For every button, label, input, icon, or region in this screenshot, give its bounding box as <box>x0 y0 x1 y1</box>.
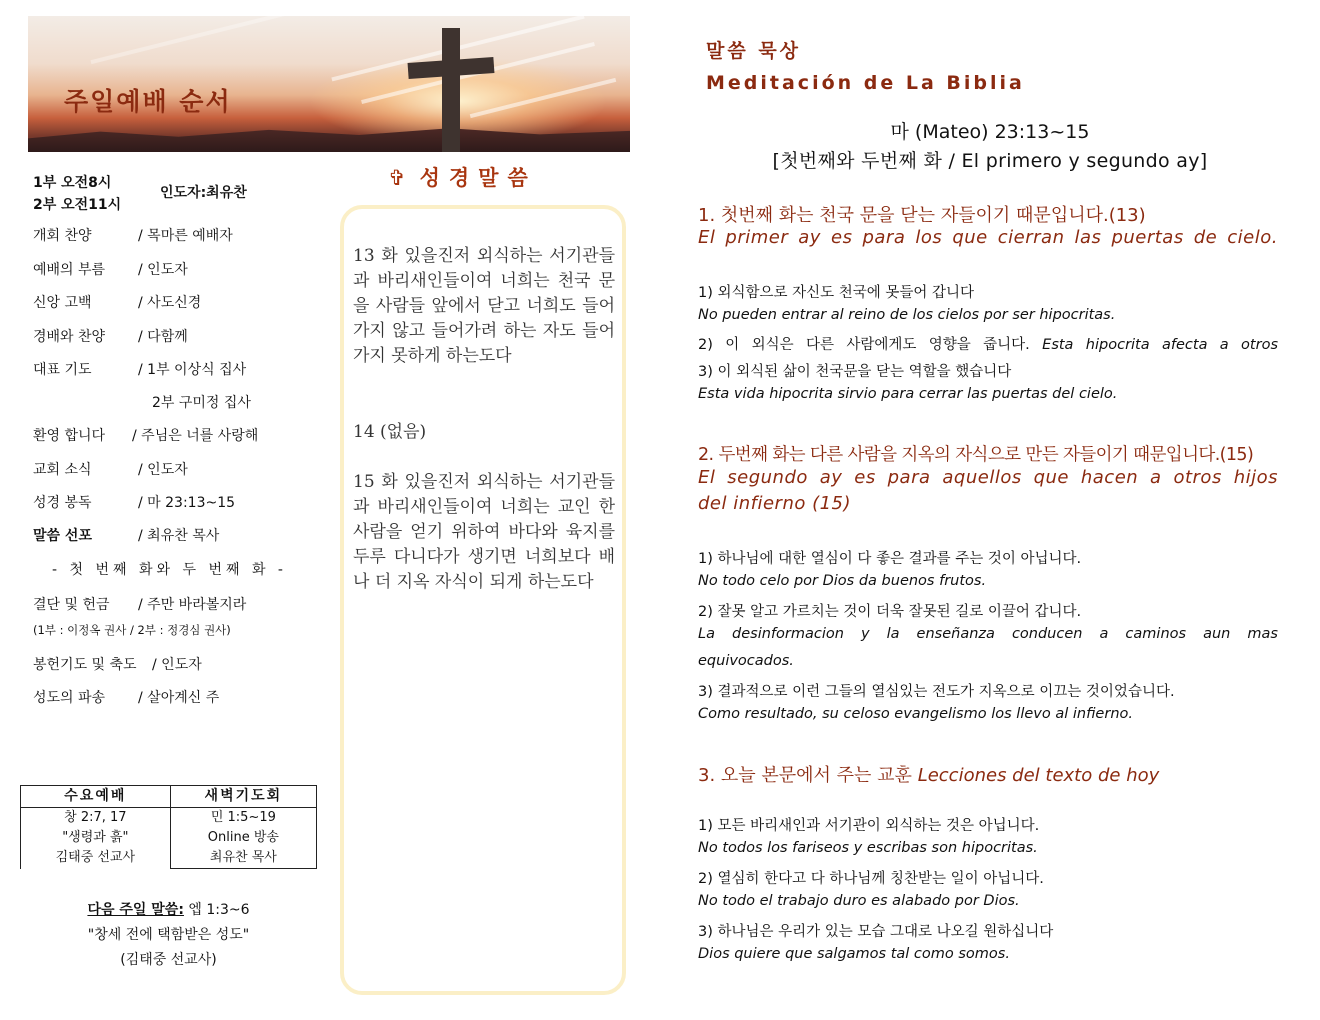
service-times <box>33 172 121 216</box>
service-time-1: 1부 오전8시 <box>33 175 112 191</box>
order-value: / 인도자 <box>138 462 188 478</box>
scripture-title: ✞ 성경말씀 <box>388 166 537 190</box>
order-label: 말씀 선포 <box>33 528 92 544</box>
meditation-title-ko: 말씀 묵상 <box>706 40 802 62</box>
order-label: 경배와 찬양 <box>33 329 106 345</box>
section-1-line: Esta vida hipocrita sirvio para cerrar las puertas del cielo. <box>698 386 1118 402</box>
section-1-line: 1) 외식함으로 자신도 천국에 못들어 갑니다 <box>698 285 975 301</box>
section-2-line: 2) 잘못 알고 가르치는 것이 더욱 잘못된 길로 이끌어 갑니다. <box>698 604 1082 620</box>
table-header: 새벽기도회 <box>170 786 316 808</box>
section-1-line: 3) 이 외식된 삶이 천국문을 닫는 역할을 했습니다 <box>698 364 1012 380</box>
next-week-sermon <box>20 898 317 973</box>
order-label: 결단 및 헌금 <box>33 597 110 613</box>
section-2-line: No todo celo por Dios da buenos frutos. <box>698 573 987 589</box>
section-1-line: 2) 이 외식은 다른 사람에게도 영향을 줍니다. Esta hipocrita afecta a otros <box>698 337 1279 353</box>
table-header: 수요예배 <box>21 786 171 808</box>
meditation-subtitle: [첫번째와 두번째 화 / El primero y segundo ay] <box>772 150 1208 172</box>
next-week-ref: 엡 1:3~6 <box>188 902 250 918</box>
order-label: 예배의 부름 <box>33 262 106 278</box>
section-2-heading-ko: 2. 두번째 화는 다른 사람을 지옥의 자식으로 만든 자들이기 때문입니다.(15) <box>698 445 1254 465</box>
section-2-line: La desinformacion y la enseñanza conducen a caminos aun mas <box>698 626 1278 642</box>
leader-label: 인도자:최유찬 <box>160 185 247 201</box>
section-2-heading-es: El segundo ay es para aquellos que hacen a otros hijos <box>698 467 1278 488</box>
order-value: / 사도신경 <box>138 295 202 311</box>
sermon-subtitle: - 첫 번째 화와 두 번째 화 - <box>52 562 287 578</box>
section-3-line: No todo el trabajo duro es alabado por Dios. <box>698 893 1020 909</box>
order-label: 환영 합니다 <box>33 428 106 444</box>
verse-14: 14 (없음) <box>353 422 427 442</box>
section-2-line: 3) 결과적으로 이런 그들의 열심있는 전도가 지옥으로 이끄는 것이었습니다. <box>698 684 1175 700</box>
table-cell: 창 2:7, 17 "생령과 흙" 김태중 선교사 <box>21 808 171 869</box>
order-label: 봉헌기도 및 축도 <box>33 657 137 673</box>
order-value: / 다함께 <box>138 329 188 345</box>
order-value: / 최유찬 목사 <box>138 528 220 544</box>
order-label: 교회 소식 <box>33 462 92 478</box>
section-2-line: equivocados. <box>698 653 794 669</box>
next-week-title: "창세 전에 택함받은 성도" <box>87 927 250 943</box>
order-value: / 주만 바라볼지라 <box>138 597 247 613</box>
weekly-schedule-table <box>20 785 317 869</box>
service-time-2: 2부 오전11시 <box>33 197 122 213</box>
order-value: / 1부 이상식 집사 <box>138 362 247 378</box>
section-1-heading-ko: 1. 첫번째 화는 천국 문을 닫는 자들이기 때문입니다.(13) <box>698 205 1146 226</box>
order-label: 대표 기도 <box>33 362 92 378</box>
scripture-reference: 마 (Mateo) 23:13~15 <box>890 121 1090 143</box>
section-3-line: Dios quiere que salgamos tal como somos. <box>698 946 1010 962</box>
order-value: / 살아계신 주 <box>138 690 220 706</box>
section-1-heading-es: El primer ay es para los que cierran las puertas de cielo. <box>698 227 1278 248</box>
section-3-heading: 3. 오늘 본문에서 주는 교훈 Lecciones del texto de hoy <box>698 765 1160 786</box>
order-value: / 마 23:13~15 <box>138 495 236 511</box>
order-label: 성경 봉독 <box>33 495 92 511</box>
cross-icon: ✞ <box>388 166 406 190</box>
offering-note: (1부 : 이정옥 권사 / 2부 : 정경심 권사) <box>33 623 231 637</box>
section-3-line: 3) 하나님은 우리가 있는 모습 그대로 나오길 원하십니다 <box>698 924 1054 940</box>
order-value: / 인도자 <box>152 657 202 673</box>
section-3-line: 1) 모든 바리새인과 서기관이 외식하는 것은 아닙니다. <box>698 818 1040 834</box>
order-value: / 주님은 너를 사랑해 <box>132 428 259 444</box>
verse-13: 13 화 있을진저 외식하는 서기관들과 바리새인들이여 너희는 천국 문을 사람들 앞에서 닫고 너희도 들어가지 않고 들어가려 하는 자도 들어가지 못하게 하는도다 <box>353 246 615 366</box>
order-value: 2부 구미정 집사 <box>152 395 251 411</box>
order-label: 개회 찬양 <box>33 228 92 244</box>
order-value: / 목마른 예배자 <box>138 228 233 244</box>
banner-title: 주일예배 순서 <box>64 87 232 116</box>
table-cell: 민 1:5~19 Online 방송 최유찬 목사 <box>170 808 316 869</box>
order-value: / 인도자 <box>138 262 188 278</box>
section-2-heading-es: del infierno (15) <box>698 493 852 514</box>
banner-image <box>28 16 630 152</box>
verse-15: 15 화 있을진저 외식하는 서기관들과 바리새인들이여 너희는 교인 한 사람을 얻기 위하여 바다와 육지를 두루 다니다가 생기면 너희보다 배나 더 지옥 자식이 되게 하는도다 <box>353 472 615 592</box>
meditation-title-es: Meditación de La Biblia <box>706 72 1025 94</box>
section-3-line: No todos los fariseos y escribas son hipocritas. <box>698 840 1038 856</box>
section-3-line: 2) 열심히 한다고 다 하나님께 칭찬받는 일이 아닙니다. <box>698 871 1044 887</box>
section-2-line: 1) 하나님에 대한 열심이 다 좋은 결과를 주는 것이 아닙니다. <box>698 551 1082 567</box>
order-label: 신앙 고백 <box>33 295 92 311</box>
next-week-speaker: (김태중 선교사) <box>120 952 217 968</box>
section-2-line: Como resultado, su celoso evangelismo los llevo al infierno. <box>698 706 1133 722</box>
section-1-line: No pueden entrar al reino de los cielos por ser hipocritas. <box>698 307 1116 323</box>
order-label: 성도의 파송 <box>33 690 106 706</box>
next-week-label: 다음 주일 말씀: <box>87 902 184 918</box>
